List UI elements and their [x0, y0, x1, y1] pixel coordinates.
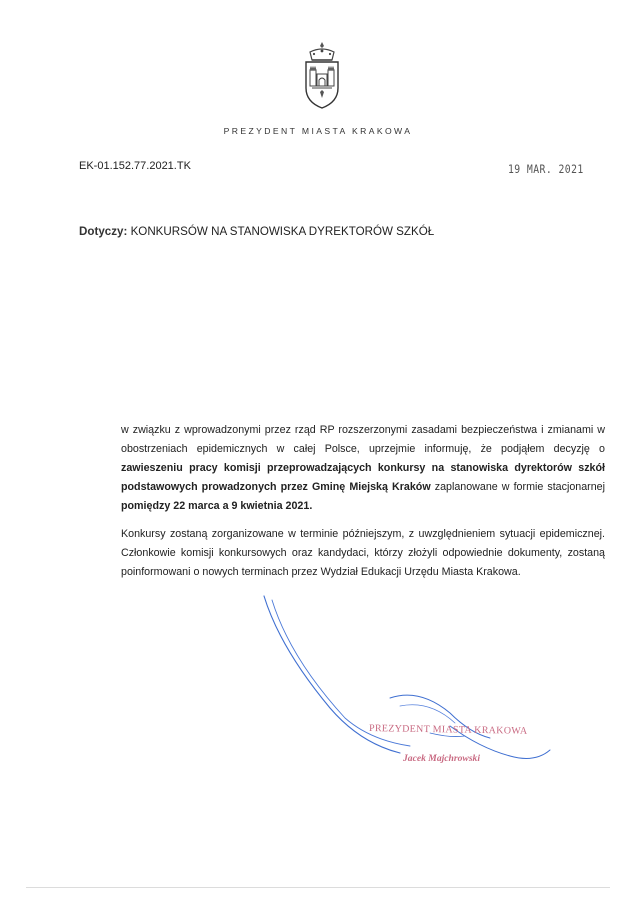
footer-divider: [26, 887, 610, 888]
paragraph-1: [79, 421, 605, 516]
subject-line: [79, 225, 434, 238]
handwritten-signature-icon: [250, 588, 570, 778]
krakow-crest-icon: [298, 40, 346, 110]
date-stamp: 19 MAR. 2021: [508, 162, 584, 176]
official-stamp-title: PREZYDENT MIASTA KRAKOWA: [368, 723, 528, 737]
paragraph-1-text-b: zaplanowane w formie stacjonarnej: [430, 481, 605, 493]
paragraph-2: Konkursy zostaną zorganizowane w terminie późniejszym, z uwzględnieniem sytuacji epidemicznej. Członkowie komisji konkursowych oraz kandydaci, którzy złożyli odpowiednie dokumenty, zostaną poinformowani o nowych terminach przez Wydział Edukacji Urzędu Miasta Krakowa.: [121, 528, 605, 578]
subject-label: Dotyczy:: [79, 225, 128, 238]
official-stamp-name: Jacek Majchrowski: [403, 753, 481, 764]
paragraph-1-text-a: w związku z wprowadzonymi przez rząd RP rozszerzonymi zasadami bezpieczeństwa i zmianami w obostrzeniach epidemicznych w całej Polsce, uprzejmie informuję, że podjąłem decyzję o: [121, 424, 605, 455]
paragraph-1-bold-b: pomiędzy 22 marca a 9 kwietnia 2021.: [121, 500, 313, 512]
subject-text: KONKURSÓW NA STANOWISKA DYREKTORÓW SZKÓŁ: [130, 225, 435, 238]
reference-number: EK-01.152.77.2021.TK: [79, 160, 191, 172]
paragraph-1-bold-a: zawieszeniu pracy komisji przeprowadzających konkursy na stanowiska dyrektorów szkół podstawowych prowadzonych przez Gminę Miejską Kraków: [121, 462, 605, 493]
letterhead-office: PREZYDENT MIASTA KRAKOWA: [223, 126, 413, 136]
